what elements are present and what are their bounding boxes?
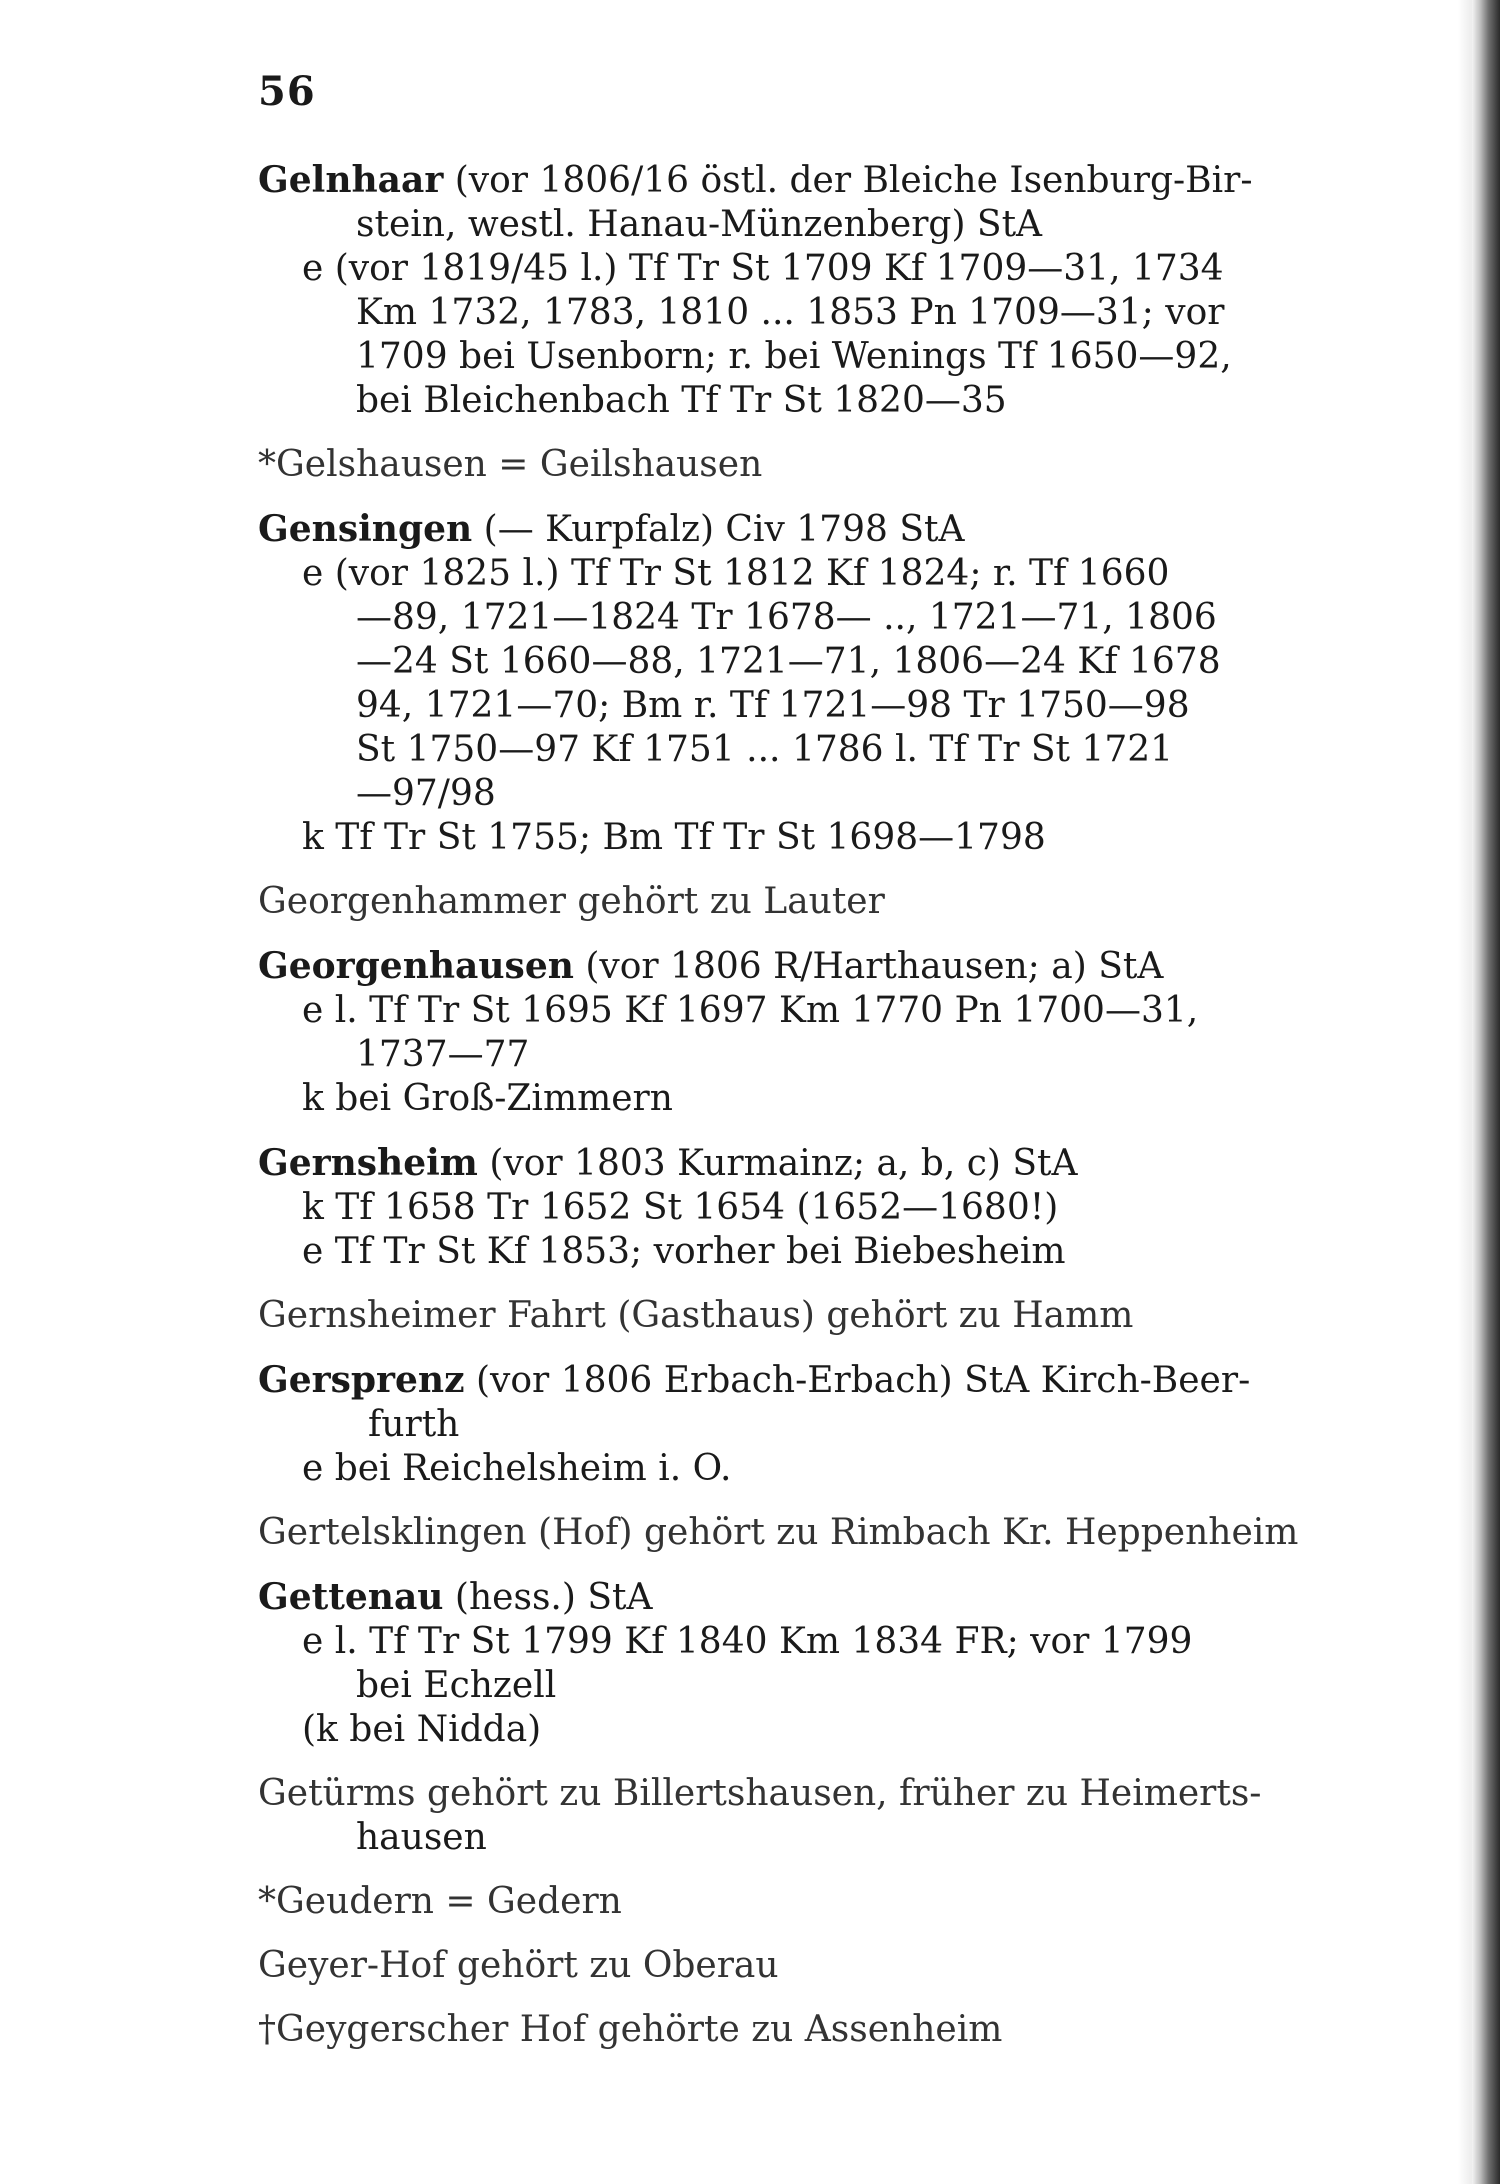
entry-line: Georgenhammer gehört zu Lauter xyxy=(258,881,885,922)
entry-text: (— Kurpfalz) Civ 1798 StA xyxy=(472,509,965,550)
entry-line: e l. Tf Tr St 1695 Kf 1697 Km 1770 Pn 1700—31, xyxy=(302,990,1199,1031)
entry-gernsheimer-fahrt xyxy=(258,1294,1328,1338)
entry-line: Gernsheimer Fahrt (Gasthaus) gehört zu Hamm xyxy=(258,1295,1134,1336)
entry-gersprenz xyxy=(258,1358,1328,1491)
entry-headword: Gernsheim xyxy=(258,1142,478,1184)
entry-line: e (vor 1819/45 l.) Tf Tr St 1709 Kf 1709—31, 1734 xyxy=(302,248,1224,289)
entry-line: e (vor 1825 l.) Tf Tr St 1812 Kf 1824; r. Tf 1660 xyxy=(302,553,1170,594)
book-spine-shadow xyxy=(1472,0,1500,2184)
entry-georgenhammer xyxy=(258,880,1328,924)
entry-line xyxy=(258,1141,1328,1186)
entry-line xyxy=(258,158,1328,203)
entry-geygerscher-hof xyxy=(258,2008,1328,2052)
entry-line xyxy=(258,1358,1328,1403)
entry-line: Km 1732, 1783, 1810 ... 1853 Pn 1709—31; vor xyxy=(356,292,1225,333)
entry-line: bei Bleichenbach Tf Tr St 1820—35 xyxy=(356,380,1007,421)
entry-gelnhaar xyxy=(258,158,1328,423)
entry-headword: Gensingen xyxy=(258,508,473,550)
entry-line xyxy=(258,1575,1328,1620)
entry-line: St 1750—97 Kf 1751 ... 1786 l. Tf Tr St 1721 xyxy=(356,729,1174,770)
entry-line: 94, 1721—70; Bm r. Tf 1721—98 Tr 1750—98 xyxy=(356,685,1190,726)
entry-line: †Geygerscher Hof gehörte zu Assenheim xyxy=(258,2009,1003,2050)
entry-line: e Tf Tr St Kf 1853; vorher bei Biebesheim xyxy=(302,1231,1066,1272)
entry-line: stein, westl. Hanau-Münzenberg) StA xyxy=(356,204,1043,245)
entry-line: —24 St 1660—88, 1721—71, 1806—24 Kf 1678 xyxy=(356,641,1221,682)
entry-gertelsklingen xyxy=(258,1511,1328,1555)
entry-text: (vor 1806 Erbach-Erbach) StA Kirch-Beer- xyxy=(464,1360,1251,1401)
gazetteer-entries xyxy=(258,158,1328,2072)
entry-geudern xyxy=(258,1880,1328,1924)
entry-headword: Gersprenz xyxy=(258,1359,465,1401)
entry-line: k Tf 1658 Tr 1652 St 1654 (1652—1680!) xyxy=(302,1187,1059,1228)
entry-line: —89, 1721—1824 Tr 1678— .., 1721—71, 1806 xyxy=(356,597,1217,638)
entry-line: *Geudern = Gedern xyxy=(258,1881,622,1922)
entry-text: (vor 1806/16 östl. der Bleiche Isenburg-Bir- xyxy=(443,160,1253,201)
entry-headword: Georgenhausen xyxy=(258,945,574,987)
entry-line: —97/98 xyxy=(356,773,496,814)
entry-line: Getürms gehört zu Billertshausen, früher zu Heimerts- xyxy=(258,1773,1262,1814)
entry-headword: Gelnhaar xyxy=(258,159,444,201)
entry-text: (vor 1803 Kurmainz; a, b, c) StA xyxy=(477,1143,1078,1184)
entry-line: hausen xyxy=(356,1817,487,1858)
entry-line: e l. Tf Tr St 1799 Kf 1840 Km 1834 FR; vor 1799 xyxy=(302,1621,1193,1662)
entry-line: *Gelshausen = Geilshausen xyxy=(258,444,763,485)
entry-line: e bei Reichelsheim i. O. xyxy=(302,1448,732,1489)
entry-line: 1709 bei Usenborn; r. bei Wenings Tf 1650—92, xyxy=(356,336,1232,377)
entry-line: bei Echzell xyxy=(356,1665,557,1706)
entry-line: Gertelsklingen (Hof) gehört zu Rimbach Kr. Heppenheim xyxy=(258,1512,1299,1553)
entry-gernsheim xyxy=(258,1141,1328,1274)
entry-line: (k bei Nidda) xyxy=(302,1709,542,1750)
entry-text: (vor 1806 R/Harthausen; a) StA xyxy=(573,946,1164,987)
entry-georgenhausen xyxy=(258,944,1328,1121)
entry-text: (hess.) StA xyxy=(443,1577,653,1618)
entry-line xyxy=(258,507,1328,552)
page-gutter xyxy=(1458,0,1472,2184)
entry-headword: Gettenau xyxy=(258,1576,444,1618)
entry-getuerms xyxy=(258,1772,1328,1860)
entry-line: k bei Groß-Zimmern xyxy=(302,1078,673,1119)
page-number: 56 xyxy=(258,68,316,115)
entry-line: 1737—77 xyxy=(356,1034,530,1075)
entry-line: Geyer-Hof gehört zu Oberau xyxy=(258,1945,779,1986)
entry-line: furth xyxy=(368,1404,460,1445)
entry-gensingen xyxy=(258,507,1328,860)
entry-geyer-hof xyxy=(258,1944,1328,1988)
entry-gettenau xyxy=(258,1575,1328,1752)
entry-line: k Tf Tr St 1755; Bm Tf Tr St 1698—1798 xyxy=(302,817,1046,858)
entry-gelshausen xyxy=(258,443,1328,487)
entry-line xyxy=(258,944,1328,989)
